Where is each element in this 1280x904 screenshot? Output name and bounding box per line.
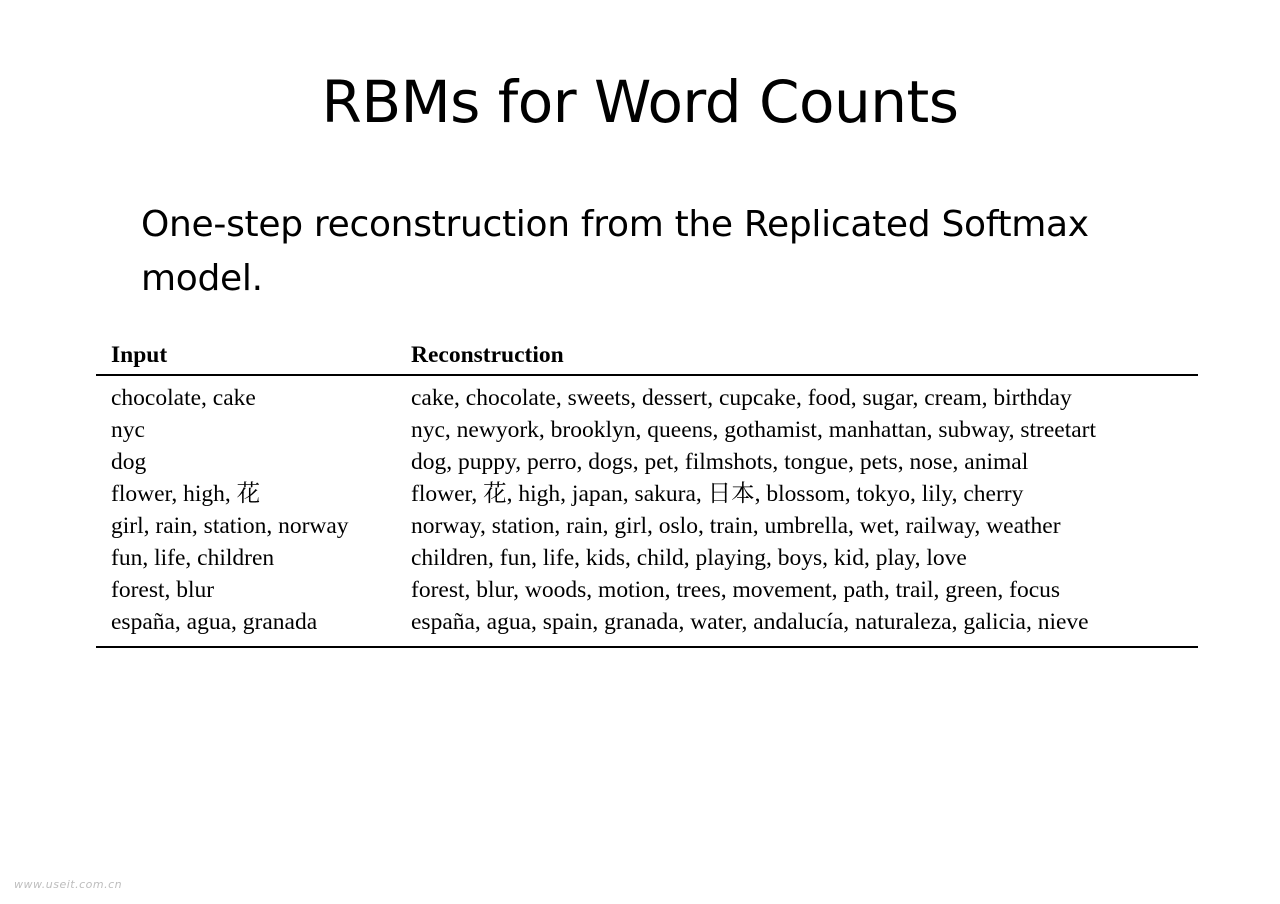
input-cell: flower, high, 花 <box>111 481 261 507</box>
table-body <box>96 375 1198 647</box>
reconstruction-cell: flower, 花, high, japan, sakura, 日本, blossom, tokyo, lily, cherry <box>411 481 1024 507</box>
reconstruction-cell: forest, blur, woods, motion, trees, movement, path, trail, green, focus <box>411 577 1061 603</box>
input-cell: girl, rain, station, norway <box>111 513 349 539</box>
input-cell: chocolate, cake <box>111 385 256 411</box>
table-header <box>96 336 1198 375</box>
header-input: Input <box>96 336 411 375</box>
table-row <box>96 510 1198 542</box>
reconstruction-cell: españa, agua, spain, granada, water, andalucía, naturaleza, galicia, nieve <box>411 606 1198 647</box>
table-row <box>96 574 1198 606</box>
input-cell: forest, blur <box>111 577 215 603</box>
table-row <box>96 606 1198 647</box>
reconstruction-table <box>96 336 1198 648</box>
reconstruction-cell: children, fun, life, kids, child, playing, boys, kid, play, love <box>411 545 967 571</box>
input-cell: españa, agua, granada <box>96 606 411 647</box>
header-row <box>96 336 1198 375</box>
reconstruction-cell: dog, puppy, perro, dogs, pet, filmshots, tongue, pets, nose, animal <box>411 449 1029 475</box>
reconstruction-cell: norway, station, rain, girl, oslo, train, umbrella, wet, railway, weather <box>411 513 1061 539</box>
table-row <box>96 375 1198 414</box>
subtitle-line-2: model. <box>141 258 263 299</box>
header-reconstruction: Reconstruction <box>411 336 1198 375</box>
reconstruction-cell: nyc, newyork, brooklyn, queens, gothamist, manhattan, subway, streetart <box>411 417 1097 443</box>
reconstruction-cell: cake, chocolate, sweets, dessert, cupcake, food, sugar, cream, birthday <box>411 385 1072 411</box>
slide-subtitle <box>141 198 1191 306</box>
slide-title: RBMs for Word Counts <box>321 68 959 136</box>
table-row <box>96 478 1198 510</box>
subtitle-line-1: One-step reconstruction from the Replicated Softmax <box>141 204 1089 245</box>
input-cell: fun, life, children <box>111 545 275 571</box>
table-row <box>96 414 1198 446</box>
reconstruction-table-container <box>96 336 1198 648</box>
input-cell: dog <box>111 449 147 475</box>
input-cell: nyc <box>111 417 145 443</box>
table-row <box>96 446 1198 478</box>
watermark-text: www.useit.com.cn <box>14 878 123 891</box>
table-row <box>96 542 1198 574</box>
